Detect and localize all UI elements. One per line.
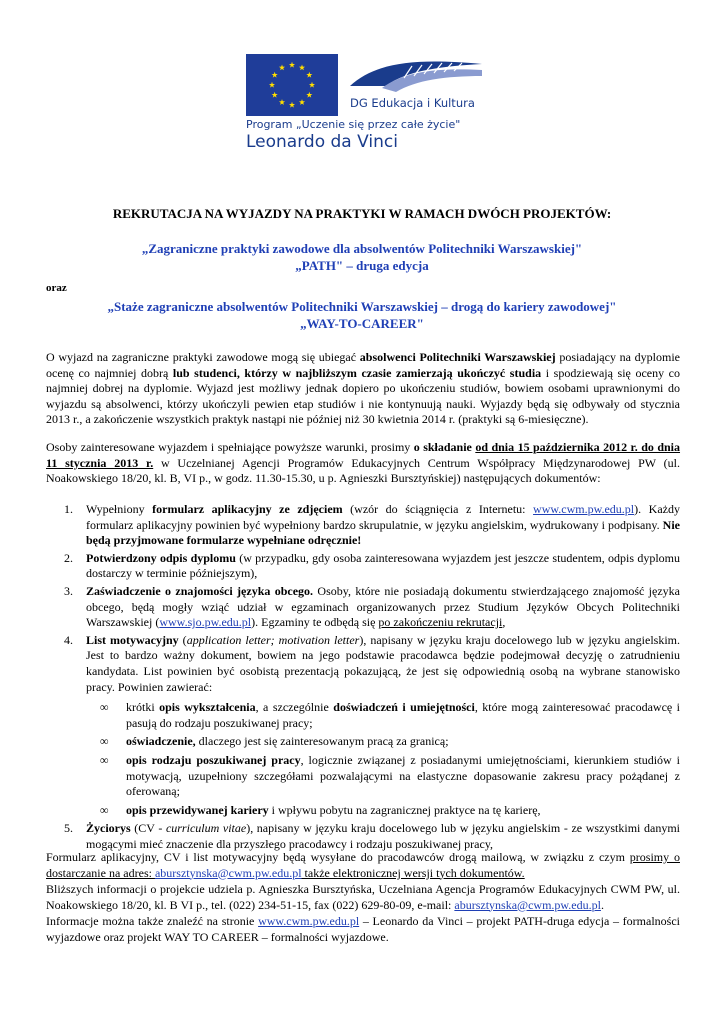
list-number: 2. [64, 550, 73, 565]
oraz-label: oraz [46, 282, 67, 294]
sjo-link[interactable]: www.sjo.pw.edu.pl [159, 615, 252, 630]
page-title: REKRUTACJA NA WYJAZDY NA PRAKTYKI W RAMACH DWÓCH PROJEKTÓW: [112, 206, 612, 221]
footer-text: Informacje można także znaleźć na stronie [46, 914, 259, 928]
sub-text: , logicznie związanej z posiadanymi umiejętnościami, kierunkiem studiów i motywacją, uzupełniony szczegółami pozwalającymi na elastyczne dopasowanie zakresu pracy pożądanej z oferowaną; [126, 752, 680, 799]
intro-paragraph [46, 350, 680, 428]
email-link[interactable]: abursztynska@cwm.pw.edu.pl [154, 865, 302, 880]
program-logo [246, 52, 486, 152]
item-bold: Zaświadczenie o znajomości języka obcego. [86, 583, 314, 598]
infinity-bullet-icon: ∞ [100, 700, 109, 715]
item-italic: application letter; motivation letter [186, 632, 360, 647]
apply-text-2: w Uczelnianej Agencji Programów Edukacyjnych Centrum Współpracy Międzynarodowej PW (ul. Noakowskiego 18/20, kl. B, VI p., w godz. 11.30-15.30, u p. Agnieszki Bursztyńskiej) następujących dokumentów: [46, 455, 680, 486]
footer-text: Bliższych informacji o projekcie udziela p. Agnieszka Bursztyńska, Uczelniana Agencja Programów Edukacyjnych CWM PW, ul. Noakowskiego 18/20, kl. B VI p., tel. (022) 234-51-15, fax (022) 629-80-09, e-mail: [46, 882, 680, 912]
item-text: Wypełniony [86, 502, 153, 516]
list-number: 5. [64, 821, 73, 836]
list-item [46, 584, 680, 631]
footer-text: Formularz aplikacyjny, CV i list motywacyjny będą wysyłane do pracodawców drogą mailową, w związku z czym [46, 850, 630, 864]
item-bold: formularz aplikacyjny ze zdjęciem [152, 502, 343, 516]
footer-paragraph-1 [46, 850, 680, 881]
sub-bold: doświadczeń i umiejętności [333, 700, 475, 715]
item-text: ). Każdy formularz aplikacyjny powinien być wypełniony bardzo skrupulatnie, w języku angielskim, wydrukowany i podpisany. [86, 502, 680, 532]
swoosh-logo-icon [346, 56, 484, 100]
intro-text-1: O wyjazd na zagraniczne praktyki zawodowe mogą się ubiegać [46, 350, 360, 364]
intro-bold-2: lub studenci, którzy w najbliższym czasie zamierzają ukończyć studia [172, 365, 542, 380]
intro-text-2: posiadający na dyplomie ocenę co najmniej dobrą [46, 350, 681, 380]
cwm-link[interactable]: www.cwm.pw.edu.pl [258, 914, 360, 928]
sub-bold: opis wykształcenia [159, 700, 256, 715]
item-text: Osoby, które nie posiadają dokumentu stwierdzającego znajomość języka obcego, będą mogły wziąć udział w egzaminach organizowanych przez Studium Języków Obcych Politechniki Warszawskiej ( [86, 583, 680, 630]
item-italic: curriculum vitae [165, 821, 247, 836]
item-text: (w przypadku, gdy osoba zainteresowana wyjazdem jest jeszcze studentem, odpis dyplomu dostarczy w terminie późniejszym), [86, 550, 680, 581]
item-bold-warning: Nie będą przyjmowane formularze wypełniane odręcznie! [86, 517, 680, 548]
project-1-line1: „Zagraniczne praktyki zawodowe dla absolwentów Politechniki Warszawskiej" [141, 241, 583, 256]
sub-text: krótki [126, 700, 160, 715]
intro-text-3: i spodziewają się oceny co najmniej dobrej na dyplomie. Wyjazd jest możliwy jednak dopiero po ukończeniu studiów, bowiem osobami uprawnionymi do wyjazdu są absolwenci, którzy ukończyli pewien etap studiów i nie kontynuują nauki. Wyjazdy będą się odbywały od stycznia 2013 r., a zakończenie wszystkich praktyk nastąpi nie później niż 30 kwietnia 2014 r. (praktyki są 6-miesięczne). [46, 365, 680, 427]
dg-label: DG Edukacja i Kultura [350, 96, 475, 110]
item-text: ). Egzaminy te odbędą się [251, 615, 379, 630]
list-number: 1. [64, 502, 73, 516]
list-item [46, 633, 680, 819]
sub-text: dlaczego jest się zainteresowanym pracą za granicą; [195, 734, 449, 749]
footer-text: – Leonardo da Vinci – projekt PATH-druga edycja – formalności wyjazdowe oraz projekt WAY TO CAREER – formalności wyjazdowe. [46, 914, 680, 944]
item-text: ), napisany w języku kraju docelowego lub w języku angielskim. Jest to bardzo ważny dokument, bowiem na jego podstawie pracodawca będzie podejmował decyzję o zatrudnieniu kandydata. List powinien być osobistą prezentacją pokazującą, że jest się odpowiednią osobą na wybrane stanowisko pracy. Powinien zawierać: [86, 632, 680, 694]
item-text: , [502, 615, 506, 630]
documents-list [46, 502, 680, 854]
list-item [46, 551, 680, 582]
apply-text-1: Osoby zainteresowane wyjazdem i spełniające powyższe warunki, prosimy [46, 440, 414, 454]
intro-bold-1: absolwenci Politechniki Warszawskiej [359, 350, 556, 364]
sub-item [86, 803, 680, 819]
sub-bold: opis przewidywanej kariery [126, 802, 269, 817]
infinity-bullet-icon: ∞ [100, 734, 109, 749]
item-bold: Życiorys [86, 821, 131, 836]
sub-item [86, 753, 680, 800]
eu-flag-icon [246, 54, 338, 116]
sub-text: i wpływu pobytu na zagranicznej praktyce na tę karierę, [268, 802, 541, 817]
list-item [46, 821, 680, 852]
list-number: 3. [64, 583, 73, 598]
item-text: ( [178, 632, 187, 647]
list-item [46, 502, 680, 549]
project-2-line1: „Staże zagraniczne absolwentów Politechniki Warszawskiej – drogą do kariery zawodowej" [107, 299, 617, 314]
infinity-bullet-icon: ∞ [100, 752, 109, 767]
sub-bold: opis rodzaju poszukiwanej pracy [126, 752, 301, 767]
project-2-title [0, 298, 724, 332]
cwm-link[interactable]: www.cwm.pw.edu.pl [533, 502, 635, 516]
program-label: Program „Uczenie się przez całe życie" [246, 118, 461, 131]
footer-underlined: prosimy o dostarczanie na adres: [46, 850, 680, 880]
sub-text: , a szczególnie [255, 700, 334, 715]
email-link[interactable]: abursztynska@cwm.pw.edu.pl [454, 897, 601, 912]
footer-text: . [600, 897, 604, 912]
project-2-line2: „WAY-TO-CAREER" [300, 316, 424, 331]
project-1-line2: „PATH" – druga edycja [295, 258, 429, 273]
sub-text: , które mogą zainteresować pracodawcę i pasują do rodzaju poszukiwanej pracy; [126, 700, 681, 730]
footer-underlined: także elektronicznej wersji tych dokumentów. [301, 865, 525, 880]
project-1-title [0, 240, 724, 274]
footer-paragraph-3 [46, 914, 680, 945]
sub-bold: oświadczenie, [126, 734, 196, 749]
apply-date-range: od dnia 15 października 2012 r. do dnia 11 stycznia 2013 r. [46, 440, 681, 470]
apply-bold-1: o składanie [413, 440, 476, 454]
sub-item [86, 700, 680, 731]
item-bold: Potwierdzony odpis dyplomu [86, 550, 236, 565]
leonardo-label: Leonardo da Vinci [246, 132, 398, 152]
item-text: ), napisany w języku kraju docelowego lub w języku angielskim - ze wszystkimi danymi mogącymi mieć znaczenie dla przyszłego pracodawcy i rodzaju poszukiwanej pracy, [86, 821, 680, 851]
apply-paragraph [46, 440, 680, 487]
infinity-bullet-icon: ∞ [100, 802, 109, 817]
item-bold: List motywacyjny [86, 632, 179, 647]
item-text: (wzór do ściągnięcia z Internetu: [342, 502, 534, 516]
footer-paragraph-2 [46, 882, 680, 913]
sub-item [86, 734, 680, 750]
list-number: 4. [64, 632, 73, 647]
item-text: (CV - [130, 821, 166, 836]
item-underlined: po zakończeniu rekrutacji [378, 615, 503, 630]
